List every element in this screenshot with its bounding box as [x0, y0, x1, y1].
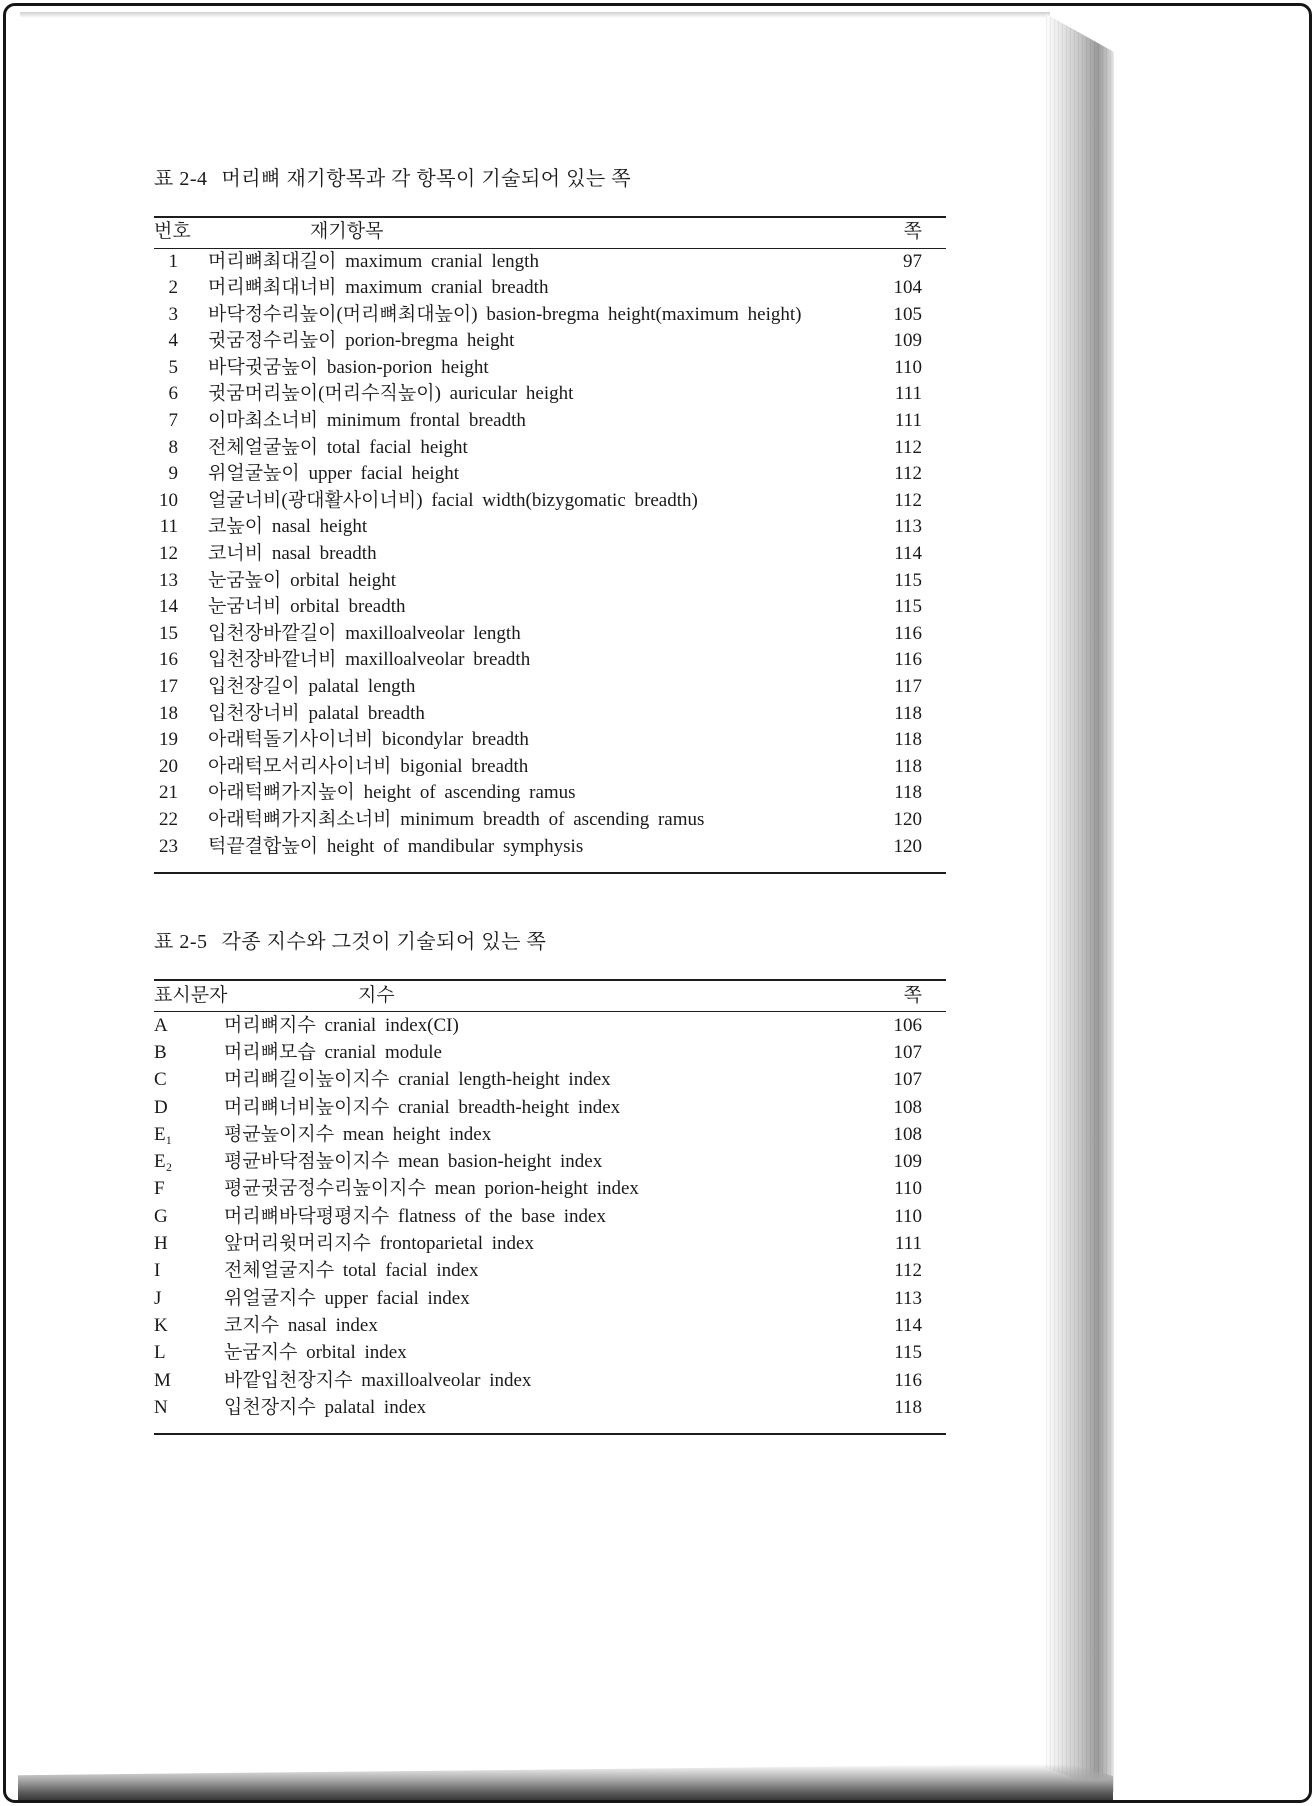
index-english: cranial breadth-height index — [397, 1096, 621, 1118]
row-symbol: H — [154, 1233, 168, 1255]
index-english: cranial length-height index — [397, 1069, 611, 1091]
row-item — [178, 834, 890, 874]
row-page: 110 — [894, 1178, 922, 1200]
row-page: 114 — [894, 543, 922, 565]
item-korean: 전체얼굴높이 — [208, 436, 319, 458]
item-korean: 입천장바깥너비 — [208, 649, 337, 671]
table-row — [154, 461, 946, 488]
caption-label: 표 2-4 — [154, 168, 208, 190]
row-item — [178, 780, 890, 807]
row-number: 15 — [159, 622, 178, 644]
row-number: 10 — [159, 489, 178, 511]
row-item — [178, 621, 890, 648]
row-number: 8 — [168, 436, 178, 458]
row-page: 120 — [893, 808, 922, 830]
item-english: palatal breadth — [308, 702, 425, 724]
table-row — [154, 1394, 946, 1434]
item-english: maximum cranial breadth — [345, 277, 549, 299]
row-number: 22 — [159, 808, 178, 830]
table-row — [154, 248, 946, 275]
row-symbol: M — [154, 1369, 171, 1391]
item-english: maxilloalveolar length — [345, 622, 521, 644]
row-page: 118 — [894, 702, 922, 724]
row-index — [206, 1203, 890, 1230]
row-item — [178, 461, 890, 488]
index-korean: 전체얼굴지수 — [224, 1260, 335, 1282]
table-row — [154, 1203, 946, 1230]
item-english: palatal length — [308, 676, 416, 697]
row-page: 118 — [894, 755, 922, 777]
table-row — [154, 780, 946, 807]
item-korean: 턱끝결합높이 — [208, 835, 319, 857]
row-page: 108 — [893, 1123, 922, 1145]
item-english: bigonial breadth — [400, 755, 529, 777]
row-symbol: N — [154, 1396, 168, 1418]
row-page: 112 — [894, 436, 922, 458]
item-english: total facial height — [326, 436, 468, 458]
table-row — [154, 408, 946, 435]
index-korean: 위얼굴지수 — [224, 1287, 316, 1309]
row-page: 110 — [894, 1205, 922, 1227]
item-korean: 아래턱뼈가지높이 — [208, 782, 355, 804]
row-number: 13 — [159, 569, 178, 591]
table-row — [154, 594, 946, 621]
item-english: facial width(bizygomatic breadth) — [431, 489, 698, 511]
table-header — [154, 217, 946, 248]
row-page: 107 — [893, 1069, 922, 1091]
index-english: upper facial index — [324, 1287, 470, 1309]
item-korean: 아래턱돌기사이너비 — [208, 729, 374, 751]
row-symbol: E₂ — [154, 1151, 173, 1173]
row-page: 114 — [894, 1314, 922, 1336]
item-english: maximum cranial length — [345, 250, 539, 272]
row-symbol: C — [154, 1069, 167, 1091]
row-page: 116 — [894, 1369, 922, 1391]
row-number: 1 — [168, 250, 178, 272]
row-page: 118 — [894, 1396, 922, 1418]
page-top-edge — [20, 12, 1050, 18]
row-page: 111 — [894, 383, 922, 405]
row-item — [178, 355, 890, 382]
row-number: 12 — [159, 543, 178, 565]
item-english: height of mandibular symphysis — [326, 835, 584, 857]
header-page: 쪽 — [890, 217, 946, 248]
table-row — [154, 807, 946, 834]
row-item — [178, 807, 890, 834]
row-number: 20 — [159, 755, 178, 777]
header-page: 쪽 — [890, 980, 946, 1011]
item-korean: 얼굴너비(광대활사이너비) — [208, 489, 423, 511]
index-english: mean height index — [342, 1123, 492, 1145]
item-english: minimum breadth of ascending ramus — [400, 808, 705, 830]
index-korean: 머리뼈길이높이지수 — [224, 1069, 390, 1091]
index-korean: 머리뼈지수 — [224, 1014, 316, 1036]
index-korean: 코지수 — [224, 1314, 280, 1336]
row-item — [178, 302, 890, 329]
row-item — [178, 248, 890, 275]
row-item — [178, 701, 890, 728]
row-symbol: K — [154, 1314, 168, 1336]
item-english: orbital breadth — [290, 596, 406, 618]
row-page: 118 — [894, 782, 922, 804]
row-symbol: B — [154, 1041, 167, 1063]
item-korean: 귓굼머리높이(머리수직높이) — [208, 383, 441, 405]
row-number: 23 — [159, 835, 178, 857]
row-index — [206, 1066, 890, 1093]
caption-text: 각종 지수와 그것이 기술되어 있는 쪽 — [221, 931, 547, 954]
row-item — [178, 727, 890, 754]
header-index: 지수 — [206, 980, 890, 1011]
measurement-items-table — [154, 216, 946, 874]
table-row — [154, 727, 946, 754]
row-page: 105 — [893, 303, 922, 325]
table-2-5-caption — [154, 929, 946, 955]
row-number: 14 — [159, 596, 178, 618]
item-english: porion-bregma height — [345, 330, 515, 352]
table-row — [154, 302, 946, 329]
row-page: 118 — [894, 729, 922, 751]
index-korean: 평균바닥점높이지수 — [224, 1151, 390, 1173]
item-korean: 입천장길이 — [208, 676, 300, 697]
item-english: nasal height — [271, 516, 368, 538]
table-row — [154, 754, 946, 781]
row-item — [178, 275, 890, 302]
table-row — [154, 1339, 946, 1366]
row-symbol: E₁ — [154, 1123, 173, 1145]
caption-label: 표 2-5 — [154, 931, 208, 954]
row-symbol: D — [154, 1096, 168, 1118]
item-korean: 눈굼너비 — [208, 596, 282, 618]
index-korean: 평균귓굼정수리높이지수 — [224, 1178, 426, 1200]
row-page: 112 — [894, 489, 922, 511]
row-number: 4 — [168, 330, 178, 352]
header-number: 번호 — [154, 217, 178, 248]
table-row — [154, 1011, 946, 1039]
row-item — [178, 381, 890, 408]
row-index — [206, 1230, 890, 1257]
index-english: orbital index — [306, 1342, 407, 1364]
item-korean: 머리뼈최대길이 — [208, 250, 337, 272]
row-page: 115 — [894, 596, 922, 618]
row-page: 106 — [893, 1014, 922, 1036]
row-index — [206, 1394, 890, 1434]
index-korean: 평균높이지수 — [224, 1123, 335, 1145]
row-page: 115 — [894, 1342, 922, 1364]
table-row — [154, 568, 946, 595]
table-row — [154, 488, 946, 515]
row-number: 21 — [159, 782, 178, 804]
table-row — [154, 328, 946, 355]
item-korean: 귓굼정수리높이 — [208, 330, 337, 352]
item-english: bicondylar breadth — [381, 729, 529, 751]
row-number: 9 — [168, 463, 178, 485]
row-number: 11 — [159, 516, 178, 538]
row-item — [178, 488, 890, 515]
item-korean: 눈굼높이 — [208, 569, 282, 591]
row-page: 107 — [893, 1041, 922, 1063]
item-english: auricular height — [449, 383, 574, 405]
table-row — [154, 1066, 946, 1093]
table-row — [154, 647, 946, 674]
row-index — [206, 1094, 890, 1121]
table-row — [154, 1121, 946, 1148]
header-row — [154, 217, 946, 248]
index-korean: 바깥입천장지수 — [224, 1369, 353, 1391]
index-english: cranial index(CI) — [324, 1014, 459, 1036]
row-index — [206, 1339, 890, 1366]
row-number: 16 — [159, 649, 178, 671]
row-symbol: A — [154, 1014, 168, 1036]
index-korean: 머리뼈너비높이지수 — [224, 1096, 390, 1118]
row-page: 97 — [903, 250, 922, 272]
header-item: 재기항목 — [178, 217, 890, 248]
row-page: 120 — [893, 835, 922, 857]
row-symbol: I — [154, 1260, 161, 1282]
table-row — [154, 541, 946, 568]
row-number: 17 — [159, 676, 178, 697]
row-page: 116 — [894, 649, 922, 671]
row-index — [206, 1148, 890, 1175]
row-page: 111 — [894, 410, 922, 432]
index-english: maxilloalveolar index — [361, 1369, 532, 1391]
table-2-5-section — [154, 929, 946, 1435]
row-symbol: J — [154, 1287, 162, 1309]
index-korean: 눈굼지수 — [224, 1342, 298, 1364]
table-row — [154, 1312, 946, 1339]
item-english: upper facial height — [308, 463, 459, 485]
index-korean: 머리뼈모습 — [224, 1041, 316, 1063]
index-english: cranial module — [324, 1041, 442, 1063]
row-item — [178, 514, 890, 541]
index-english: mean basion-height index — [397, 1151, 603, 1173]
row-number: 7 — [168, 410, 178, 432]
item-korean: 입천장너비 — [208, 702, 300, 724]
table-row — [154, 701, 946, 728]
table-row — [154, 674, 946, 701]
row-page: 108 — [893, 1096, 922, 1118]
row-number: 5 — [168, 356, 178, 378]
item-english: minimum frontal breadth — [326, 410, 526, 432]
item-korean: 입천장바깥길이 — [208, 622, 337, 644]
index-korean: 앞머리윗머리지수 — [224, 1233, 371, 1255]
row-index — [206, 1257, 890, 1284]
row-page: 116 — [894, 622, 922, 644]
table-body — [154, 1011, 946, 1434]
row-item — [178, 647, 890, 674]
item-korean: 머리뼈최대너비 — [208, 277, 337, 299]
row-page: 117 — [894, 676, 922, 697]
index-english: flatness of the base index — [397, 1205, 606, 1227]
row-index — [206, 1312, 890, 1339]
item-english: basion-porion height — [326, 356, 489, 378]
table-row — [154, 1257, 946, 1284]
index-english: mean porion-height index — [434, 1178, 639, 1200]
table-row — [154, 1367, 946, 1394]
table-body — [154, 248, 946, 873]
row-page: 113 — [894, 516, 922, 538]
item-korean: 바닥정수리높이(머리뼈최대높이) — [208, 303, 478, 325]
table-row — [154, 834, 946, 874]
item-korean: 아래턱모서리사이너비 — [208, 755, 392, 777]
row-item — [178, 435, 890, 462]
item-english: height of ascending ramus — [363, 782, 576, 804]
page-stack-right-edge — [1046, 14, 1114, 1798]
row-page: 113 — [894, 1287, 922, 1309]
row-item — [178, 541, 890, 568]
index-english: nasal index — [287, 1314, 378, 1336]
row-page: 109 — [893, 330, 922, 352]
item-english: basion-bregma height(maximum height) — [486, 303, 802, 325]
row-number: 19 — [159, 729, 178, 751]
table-2-4-section — [154, 166, 946, 874]
row-page: 111 — [894, 1233, 922, 1255]
item-korean: 코높이 — [208, 516, 264, 538]
table-row — [154, 381, 946, 408]
item-korean: 바닥귓굼높이 — [208, 356, 319, 378]
index-english: palatal index — [324, 1396, 427, 1418]
table-row — [154, 1039, 946, 1066]
row-item — [178, 328, 890, 355]
item-korean: 아래턱뼈가지최소너비 — [208, 808, 392, 830]
item-english: nasal breadth — [271, 543, 377, 565]
table-header — [154, 980, 946, 1011]
index-english: frontoparietal index — [379, 1233, 534, 1255]
item-korean: 위얼굴높이 — [208, 463, 300, 485]
page-content — [154, 166, 946, 1435]
row-number: 2 — [168, 277, 178, 299]
item-korean: 이마최소너비 — [208, 410, 319, 432]
row-index — [206, 1039, 890, 1066]
row-page: 104 — [893, 277, 922, 299]
table-row — [154, 514, 946, 541]
row-number: 6 — [168, 383, 178, 405]
book-cover-frame — [3, 3, 1312, 1803]
row-index — [206, 1011, 890, 1039]
table-row — [154, 621, 946, 648]
row-index — [206, 1367, 890, 1394]
table-row — [154, 435, 946, 462]
table-row — [154, 355, 946, 382]
row-item — [178, 674, 890, 701]
row-number: 3 — [168, 303, 178, 325]
table-2-4-caption — [154, 166, 946, 192]
row-page: 115 — [894, 569, 922, 591]
caption-text: 머리뼈 재기항목과 각 항목이 기술되어 있는 쪽 — [221, 168, 632, 190]
item-english: orbital height — [290, 569, 397, 591]
row-item — [178, 594, 890, 621]
row-page: 112 — [894, 463, 922, 485]
header-row — [154, 980, 946, 1011]
table-row — [154, 1285, 946, 1312]
table-row — [154, 1094, 946, 1121]
item-english: maxilloalveolar breadth — [345, 649, 531, 671]
item-korean: 코너비 — [208, 543, 264, 565]
row-item — [178, 754, 890, 781]
table-row — [154, 1230, 946, 1257]
row-item — [178, 408, 890, 435]
row-number: 18 — [159, 702, 178, 724]
index-table — [154, 979, 946, 1435]
row-index — [206, 1121, 890, 1148]
table-row — [154, 275, 946, 302]
row-page: 110 — [894, 356, 922, 378]
index-english: total facial index — [342, 1260, 479, 1282]
table-row — [154, 1148, 946, 1175]
row-symbol: F — [154, 1178, 165, 1200]
row-page: 109 — [893, 1151, 922, 1173]
page-stack-bottom-edge — [18, 1764, 1113, 1803]
index-korean: 머리뼈바닥평평지수 — [224, 1205, 390, 1227]
row-page: 112 — [894, 1260, 922, 1282]
header-symbol: 표시문자 — [154, 980, 206, 1011]
row-index — [206, 1175, 890, 1202]
index-korean: 입천장지수 — [224, 1396, 316, 1418]
row-item — [178, 568, 890, 595]
row-symbol: L — [154, 1342, 166, 1364]
row-symbol: G — [154, 1205, 168, 1227]
table-row — [154, 1175, 946, 1202]
row-index — [206, 1285, 890, 1312]
